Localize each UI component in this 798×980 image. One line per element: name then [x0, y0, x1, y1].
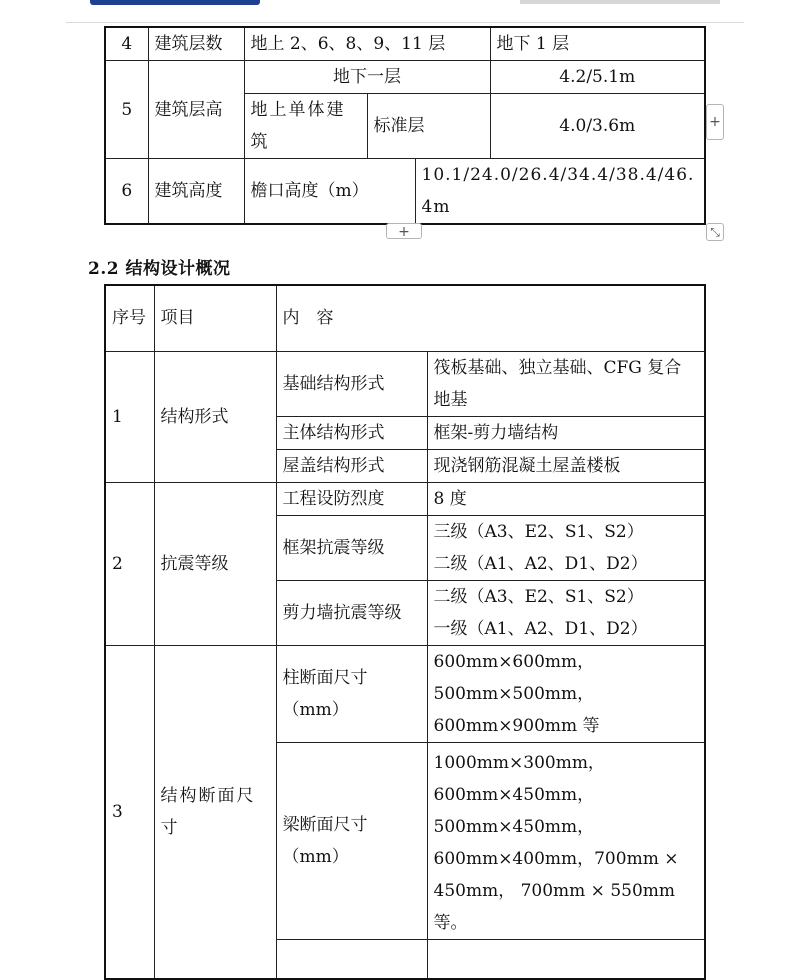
building-info-table: [104, 26, 706, 225]
cell-value: 600mm×600mm，500mm×500mm，600mm×900mm 等: [427, 645, 705, 742]
add-row-button[interactable]: +: [386, 223, 422, 239]
cell-value: 筏板基础、独立基础、CFG 复合地基: [427, 351, 705, 416]
row-item: 建筑高度: [148, 159, 244, 225]
table-row: [105, 61, 705, 94]
cell-label: 屋盖结构形式: [276, 449, 427, 482]
cell-value: 8 度: [427, 482, 705, 515]
header-no: 序号: [105, 285, 154, 351]
table-row: [105, 159, 705, 225]
row-item: 结构断面尺寸: [154, 645, 276, 979]
cell-label: 檐口高度（m）: [244, 159, 415, 225]
table-resize-handle[interactable]: ⤡: [706, 223, 724, 241]
cell-label: 梁断面尺寸（mm）: [276, 742, 427, 939]
cell-value: 地上 2、6、8、9、11 层: [244, 27, 490, 61]
cell-value: [427, 515, 705, 580]
cell-label: 工程设防烈度: [276, 482, 427, 515]
value-line: 二级（A3、E2、S1、S2）: [433, 586, 644, 607]
cell-label: 基础结构形式: [276, 351, 427, 416]
add-column-button[interactable]: +: [706, 104, 724, 140]
row-number: 2: [105, 482, 154, 645]
table-row: [105, 351, 705, 416]
cell-label: 剪力墙抗震等级: [276, 580, 427, 645]
cell-label: 标准层: [367, 94, 490, 159]
row-item: 建筑层数: [148, 27, 244, 61]
table-row: [105, 27, 705, 61]
row-number: 6: [105, 159, 148, 225]
cell-label: 柱断面尺寸（mm）: [276, 645, 427, 742]
structure-design-table: [104, 284, 706, 980]
cell-value: 4.0/3.6m: [490, 94, 705, 159]
cell-value: [427, 580, 705, 645]
header-text: [520, 0, 720, 4]
cell-value: 地下 1 层: [490, 27, 705, 61]
cell-label: 框架抗震等级: [276, 515, 427, 580]
row-item: 建筑层高: [148, 61, 244, 159]
row-number: 1: [105, 351, 154, 482]
cell-value: 框架-剪力墙结构: [427, 416, 705, 449]
header-logo: [90, 0, 260, 5]
section-heading: 2.2 结构设计概况: [88, 259, 231, 279]
cell-value: 4.2/5.1m: [490, 61, 705, 94]
row-number: 4: [105, 27, 148, 61]
value-line: 一级（A1、A2、D1、D2）: [433, 618, 648, 639]
row-item: 抗震等级: [154, 482, 276, 645]
cell-value: [427, 939, 705, 979]
cell-label: [276, 939, 427, 979]
cell-value: 10.1/24.0/26.4/34.4/38.4/46.4m: [415, 159, 705, 225]
header-content: 内 容: [276, 285, 705, 351]
cell-label: 地下一层: [244, 61, 490, 94]
table-row: [105, 482, 705, 515]
cell-label: 地上单体建筑: [244, 94, 367, 159]
table-row: [105, 645, 705, 742]
row-number: 5: [105, 61, 148, 159]
page-header: [0, 0, 798, 24]
row-number: 3: [105, 645, 154, 979]
header-rule: [66, 22, 744, 23]
cell-label: 主体结构形式: [276, 416, 427, 449]
header-item: 项目: [154, 285, 276, 351]
value-line: 三级（A3、E2、S1、S2）: [433, 521, 644, 542]
value-line: 二级（A1、A2、D1、D2）: [433, 553, 648, 574]
cell-value: 1000mm×300mm，600mm×450mm，500mm×450mm，600mm×400mm，700mm × 450mm， 700mm × 550mm 等。: [427, 742, 705, 939]
cell-value: 现浇钢筋混凝土屋盖楼板: [427, 449, 705, 482]
row-item: 结构形式: [154, 351, 276, 482]
table-row: [105, 285, 705, 351]
